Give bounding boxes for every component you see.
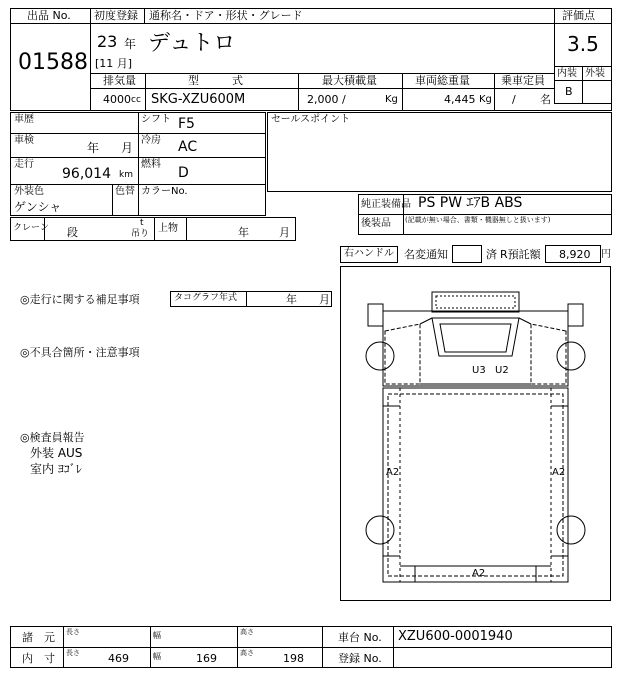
inspection-label: 車検 [14,135,34,146]
reg-year: 23 [97,32,118,51]
interior-height-value: 198 [283,652,304,665]
mileage-label: 走行 [14,159,34,170]
door-left [385,324,420,384]
recycle-value: 8,920 [559,248,591,261]
shift-value: F5 [178,116,195,132]
equipment-value: PS PW ｴｱB ABS [418,195,523,211]
max-load-unit: Kg [385,94,398,105]
chassis-label: 車台 No. [338,631,382,644]
shift-label: シフト [141,114,171,125]
displacement-unit: cc [131,95,141,105]
interior-width-label: 幅 [153,652,161,661]
capacity-label: 乗車定員 [501,74,545,87]
spec-width-label: 幅 [153,631,161,640]
damage-mark-left-side: A2 [386,467,400,478]
displacement-label: 排気量 [103,74,136,87]
front-bumper [432,292,519,312]
body-month-unit: 月 [279,226,290,239]
mileage-value: 96,014 [62,166,111,182]
model-code: SKG-XZU600M [151,92,246,107]
aftermarket-note: (記載が無い場合、書類・機器無しと扱います) [405,216,551,224]
inspection-year-unit: 年 [87,141,100,155]
crane-lift-label: 吊り [131,229,150,239]
defects-label: ◎不具合箇所・注意事項 [20,346,140,359]
crane-label: クレーン [13,223,49,233]
recycle-unit: 円 [601,249,611,260]
fuel-label: 燃料 [141,159,161,170]
name-change-label: 名変通知 [404,248,448,261]
damage-mark-cab-2: U2 [495,365,509,376]
car-name: デュトロ [148,31,236,56]
recycle-mark: 済 [486,248,497,261]
tachograph-year-unit: 年 [286,293,297,306]
displacement-value: 4000 [103,93,131,106]
inspector-exterior: 外装 AUS [30,446,83,460]
crane-ton-mark: t [140,218,144,228]
capacity-value: / [512,93,516,106]
recycle-label: R預託額 [500,248,541,261]
color-change-label: 色替 [115,186,135,197]
gross-weight-value: 4,445 [444,93,476,106]
interior-length-value: 469 [108,652,129,665]
ac-label: 冷房 [141,135,161,146]
reg-year-unit: 年 [124,37,137,51]
model-name-label: 通称名・ドア・形状・グレード [149,9,303,22]
aftermarket-label: 後装品 [361,218,391,229]
truck-diagram [340,266,611,601]
rating-label: 評価点 [562,9,595,22]
color-value: ゲンシャ [14,200,62,214]
rear-left-wheel [366,516,394,544]
spec-height-label: 高さ [240,628,254,636]
max-load-value: 2,000 / [307,93,346,106]
name-change-box [452,245,482,263]
interior-height-label: 高さ [240,649,254,657]
sales-point-label: セールスポイント [271,114,351,125]
front-right-wheel [557,342,585,370]
crane-row [10,217,296,241]
ac-value: AC [178,139,198,155]
cargo-bed [383,388,568,582]
damage-mark-right-side: A2 [552,467,566,478]
interior-width-value: 169 [196,652,217,665]
color-code-label: カラーNo. [141,186,188,197]
spec-label: 諸 元 [22,631,55,644]
interior-length-label: 長さ [66,649,80,657]
fuel-value: D [178,165,189,181]
lot-no-label: 出品 No. [27,9,71,22]
body-label: 上物 [158,223,178,234]
spec-length-label: 長さ [66,628,80,636]
registration-label: 登録 No. [338,652,382,665]
reg-month: [11 月] [95,57,133,70]
damage-mark-rear: A2 [472,568,486,579]
damage-mark-cab-1: U3 [472,365,486,376]
mirror-left [368,304,383,326]
front-left-wheel [366,342,394,370]
equipment-label: 純正装備品 [361,199,411,210]
mirror-right [568,304,583,326]
tachograph-label: タコグラフ年式 [174,293,238,303]
mileage-unit: km [119,170,133,180]
crane-steps-unit: 段 [67,226,78,239]
history-label: 車歴 [14,114,34,125]
lot-no: 01588 [18,50,88,75]
max-load-label: 最大積載量 [322,74,377,87]
score: 3.5 [567,32,599,56]
gross-weight-label: 車両総重量 [415,74,470,87]
color-label: 外装色 [14,186,44,197]
interior-grade: B [565,85,573,98]
tachograph-month-unit: 月 [319,293,330,306]
first-reg-label: 初度登録 [94,9,138,22]
driving-notes-label: ◎走行に関する補足事項 [20,293,140,306]
interior-grade-label: 内装 [557,68,577,79]
capacity-unit: 名 [540,93,551,106]
door-right [531,324,566,384]
interior-dim-label: 内 寸 [22,652,55,665]
steering-label: 右ハンドル [344,248,394,259]
chassis-value: XZU600-0001940 [398,629,513,644]
inspection-month-unit: 月 [121,141,134,155]
inspector-label: ◎検査員報告 [20,431,85,444]
rear-right-wheel [557,516,585,544]
model-label: 型 式 [188,74,243,87]
body-year-unit: 年 [238,226,249,239]
inspector-interior: 室内 ﾖｺﾞﾚ [30,462,82,476]
exterior-grade-label: 外装 [585,68,605,79]
gross-weight-unit: Kg [479,94,492,105]
